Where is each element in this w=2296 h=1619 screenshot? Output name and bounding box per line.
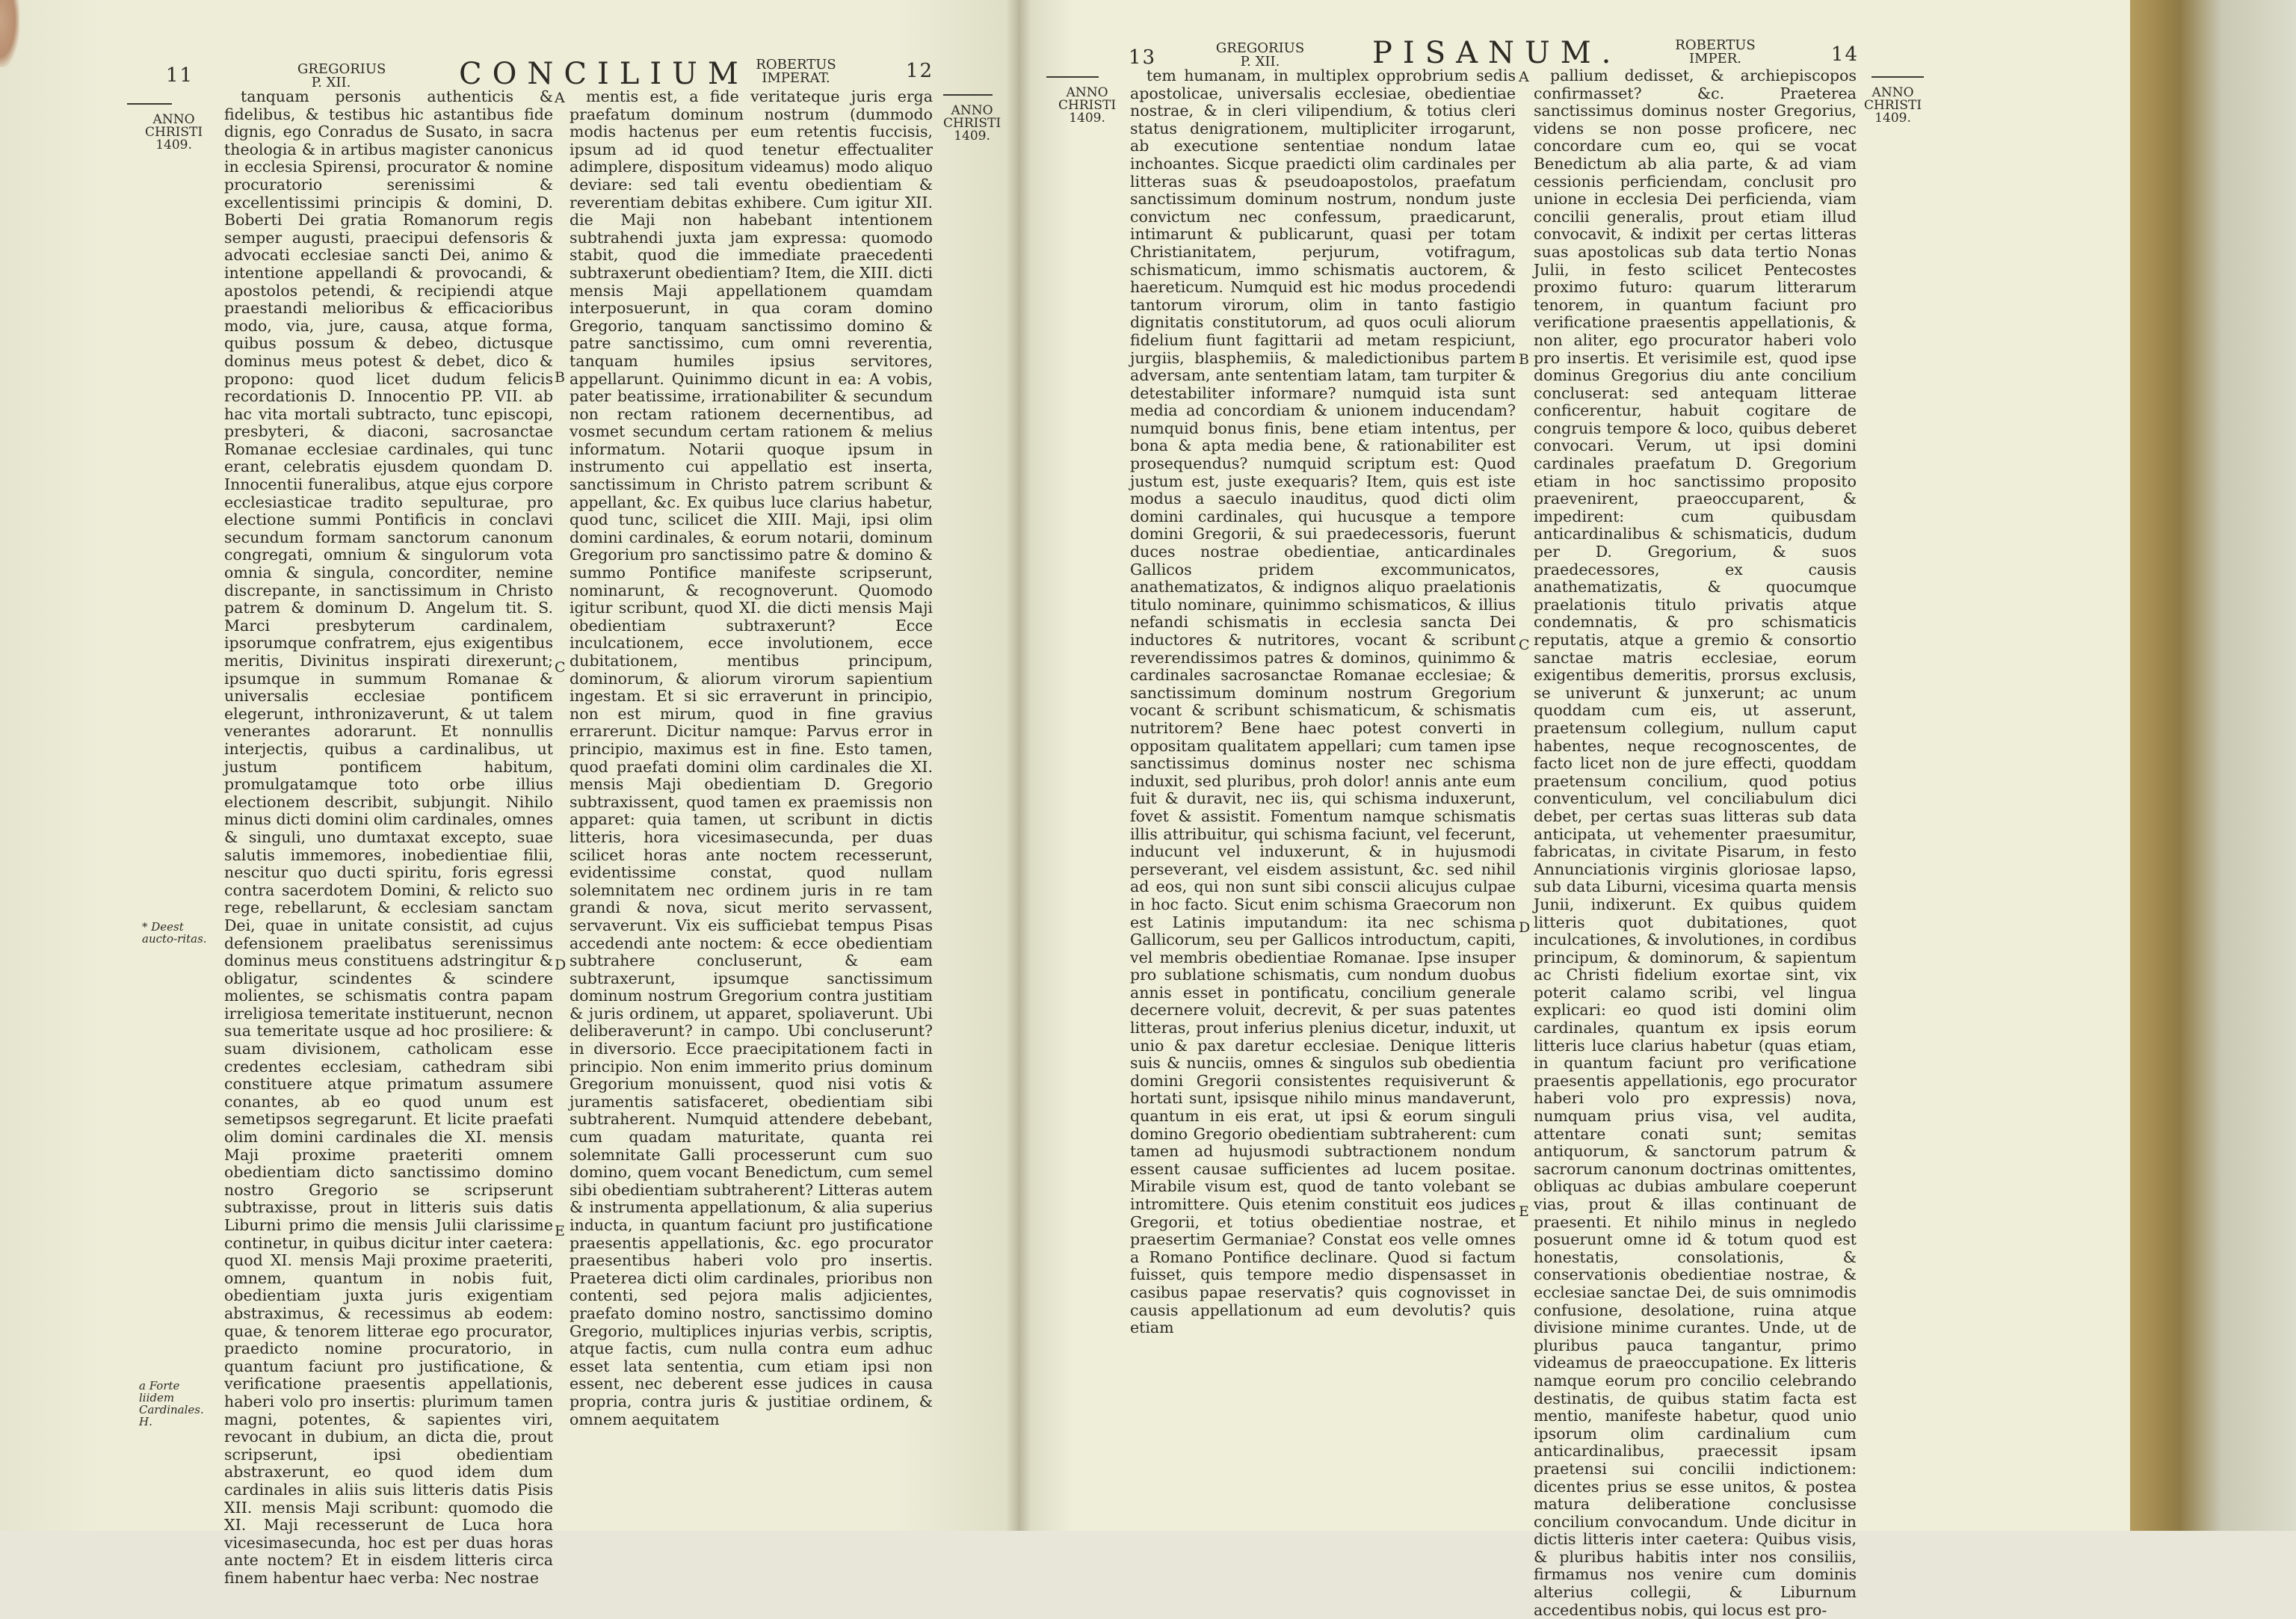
page-number-left: 13 — [1129, 46, 1157, 69]
text-column-4 — [1534, 67, 1857, 1619]
column-1-text: tanquam personis authenticis & fidelibus, & testibus hic astantibus fide dignis, ego Conradus de Susato, in sacra theologia & in artibus magister canonicus in ecclesia Spirensi, procurator & nomine procuratorio serenissimi & excellentissimi principis & domini, D. Boberti Dei gratia Romanorum regis semper augusti, praecipui defensoris & advocati ecclesiae sancti Dei, animo & intentione appellandi & provocandi, & apostolos petendi, & recipiendi atque praestandi melioribus & efficacioribus modo, via, jure, causa, atque forma, quibus possum & debeo, dictusque dominus meus potest & debet, dico & propono: quod licet dudum felicis recordationis D. Innocentio PP. VII. ab hac vita mortali subtracto, tunc episcopi, presbyteri, & diaconi, sacrosanctae Romanae ecclesiae cardinales, qui tunc erant, celebratis ejusdem quondam D. Innocentii funeralibus, atque ejus corpore ecclesiasticae tradito sepulturae, pro electione summi Pontificis in conclavi secundum formam sanctorum canonum congregati, omnium & singulorum vota omnia & singula, concorditer, nemine discrepante, in sanctissimum in Christo patrem & dominum D. Angelum tit. S. Marci presbyterum cardinalem, ipsorumque confratrem, ejus exigentibus meritis, Divinitus inspirati direxerunt; ipsumque in summum Romanae & universalis ecclesiae pontificem elegerunt, inthronizaverunt, & ut talem venerantes adorarunt. Et nonnullis interjectis, quibus a cardinalibus, ut justum pontificem habitum, promulgatamque toto orbe illius electionem describit, subjungit. Nihilo minus dicti domini olim cardinales, omnes & singuli, uno dumtaxat excepto, suae salutis immemores, inobedientiae filii, nescitur quo ducti spiritu, foris egressi contra sacerdotem Domini, & relicto suo rege, rebellarunt, & ecclesiam sanctam Dei, quae in unitate consistit, ad cujus defensionem praelibatus serenissimus dominus meus constituens adstringitur & obligatur, scindentes & scindere molientes, se schismatis contra papam irreligiosa temeritate instituerunt, necnon sua temeritate usque ad hoc prosiliere: & suam divisionem, catholicam esse credentes ecclesiam, cathedram sibi constituere atque primatum assumere conantes, ab eo quod unum est semetipsos segregarunt. Et licite praefati olim domini cardinales die XI. mensis Maji proxime praeteriti omnem obedientiam dicto sanctissimo domino nostro Gregorio se scripserunt subtraxisse, prout in litteris suis datis Liburni primo die mensis Julii clarissime continetur, in quibus dicitur inter caetera: quod XI. mensis Maji proxime praeteriti, omnem, quantum in nobis fuit, obedientiam juxta juris exigentiam abstraximus, & recessimus ab eodem: quae, & tenorem litterae ego procurator, praedicto nomine procuratorio, in quantum faciunt pro justificatione, & verificatione praesentis appellationis, haberi volo pro insertis: plurimum tamen magni, potentes, & sapientes viri, revocant in dubium, an dicta die, prout scripserunt, ipsi obedientiam abstraxerunt, eo quod idem dum cardinales in aliis suis litteris datis Pisis XII. mensis Maji scribunt: quomodo die XI. Maji recesserunt de Luca hora vicesimasecunda, hoc est per duas horas ante noctem? Et in eisdem litteris circa finem habentur haec verba: Nec nostrae — [224, 87, 554, 1587]
header-pope-name: GREGORIUS — [1215, 40, 1305, 56]
page-number-right: 14 — [1831, 43, 1860, 66]
page-number-left: 11 — [166, 64, 194, 87]
section-mark-d: D — [555, 957, 567, 973]
section-mark-c: C — [1519, 637, 1530, 653]
text-column-1 — [224, 87, 554, 1587]
margin-year-right: ANNO CHRISTI 1409. — [1864, 85, 1922, 126]
section-mark-d: D — [1519, 919, 1531, 936]
header-emperor-title: IMPERAT. — [762, 70, 830, 86]
header-emperor-name: ROBERTUS — [1675, 37, 1756, 53]
section-mark-b: B — [555, 369, 565, 386]
running-title: PISANUM. — [1372, 36, 1622, 70]
header-pope — [297, 61, 386, 90]
running-title: CONCILIUM — [459, 57, 749, 91]
text-column-3 — [1130, 67, 1516, 1487]
header-emperor-name: ROBERTUS — [756, 57, 836, 73]
header-rule-right — [943, 94, 993, 96]
book-fore-edge — [2130, 0, 2296, 1531]
header-emperor — [1674, 39, 1756, 66]
thumb — [0, 0, 19, 67]
section-mark-e: E — [555, 1223, 565, 1239]
column-4-text: pallium dedisset, & archiepiscopos confirmasset? &c. Praeterea sanctissimus dominus noster Gregorius, videns se non posse proficere, nec concordare cum eo, qui se vocat Benedictum ab alia parte, & ad viam cessionis perficiendam, conclusit pro unione in ecclesia Dei perficienda, viam concilii generalis, prout etiam illud convocavit, & indixit per certas litteras suas apostolicas sub data tertio Nonas Julii, in festo scilicet Pentecostes proximo futuro: quarum litterarum tenorem, in quantum faciunt pro verificatione praesentis appellationis, & non aliter, ego procurator haberi volo pro insertis. Et verisimile est, quod ipse dominus Gregorius diu ante concilium concluserat: sed antequam litterae conficerentur, habuit cogitare de congruis tempore & loco, quibus deberet convocari. Verum, ut ipsi domini cardinales praefatum D. Gregorium etiam in hoc sanctissimo proposito praevenirent, praeoccuparent, & impedirent: cum quibusdam anticardinalibus & schismaticis, dudum per D. Gregorium, & suos praedecessores, ex causis anathematizatis, & quocumque praelationis titulo privatis atque condemnatis, & pro schismaticis reputatis, atque a gremio & consortio sanctae matris ecclesiae, eorum exigentibus demeritis, prorsus exclusis, se univerunt & junxerunt; ac unum quoddam cum eis, ut asserunt, praetensum collegium, nullum caput habentes, neque recognoscentes, de facto licet non de jure effecti, quoddam praetensum concilium, quod potius conventiculum, vel conciliabulum dici debet, per certas suas litteras sub data anticipata, ut vehementer praesumitur, fabricatas, in civitate Pisarum, in festo Annunciationis virginis gloriosae lapso, sub data Liburni, vicesima quarta mensis Junii, indixerunt. Ex quibus quidem litteris quot dubitationes, quot inculcationes, & involutiones, in cordibus principum, & dominorum, & sapientum ac Christi fidelium exortae sint, vix poterit calamo scribi, vel lingua explicari: eo quod isti domini olim cardinales, quantum ex ipsis eorum litteris luce clarius habetur (quas etiam, in quantum faciunt pro verificatione praesentis appellationis, ego procurator haberi volo pro expressis) nova, numquam prius visa, vel audita, attentare conati sunt; semitas antiquorum, & sanctorum patrum & sacrorum canonum doctrinas omittentes, obliquas ac dubias ambulare coeperunt vias, prout & illas continuant de praesenti. Et nihilo minus in negledo posuerunt omne id & totum quod est honestatis, consolationis, & conservationis obedientiae nostrae, & ecclesiae sanctae Dei, de suis omnimodis confusione, desolatione, ruina atque divisione minime curantes. Unde, ut de pluribus pauca tangantur, primo videamus de praeoccupatione. Ex litteris namque eorum pro concilio celebrando destinatis, de quibus statim facta est mentio, manifeste habetur, quod unio ipsorum olim cardinalium cum anticardinalibus, praecessit ipsam praetensi sui concilii indictionem: dicentes prius se esse unitos, & postea matura deliberatione conclusisse concilium convocandum. Unde dicitur in dictis litteris inter caetera: Quibus visis, & pluribus habitis inter nos consiliis, firmamus nos venire cum dominis alterius collegii, & Liburnum accedentibus nobis, qui locus est pro- — [1534, 67, 1857, 1619]
margin-year-left: ANNO CHRISTI 1409. — [1058, 85, 1117, 126]
text-column-2 — [570, 88, 933, 1508]
header-pope-number: P. XII. — [311, 75, 351, 90]
header-rule-right — [1871, 76, 1924, 78]
header-rule-left — [1046, 76, 1099, 78]
right-page — [1018, 0, 2130, 1619]
column-2-text: mentis est, a fide veritateque juris erga praefatum dominum nostrum (dummodo modis hactenus per eum retentis fuccisis, ipsum ad id quod tenetur effectualiter adimplere, dispositum videamus) modo aliquo deviare: sed tali eventu obedientiam & reverentiam debitas exhibere. Cum igitur XII. die Maji non habebant intentionem subtrahendi juxta jam expressa: quomodo stabit, quod die immediate praecedenti subtraxerunt obedientiam? Item, die XIII. dicti mensis Maji appellationem quamdam interposuerunt, in qua coram domino Gregorio, tanquam sanctissimo domino & patre sanctissimo, cum omni reverentia, tanquam humiles ipsius servitores, appellarunt. Quinimmo dicunt in ea: A vobis, pater beatissime, irrationabiliter & secundum non rectam rationem decernentibus, ad vosmet secundum certam rationem & melius informatum. Notarii quoque ipsum in instrumento cui appellatio est inserta, sanctissimum in Christo patrem scribunt & appellant, &c. Ex quibus luce clarius habetur, quod tunc, scilicet die XIII. Maji, ipsi olim domini cardinales, & eorum notarii, dominum Gregorium pro sanctissimo patre & domino & summo Pontifice manifeste scripserunt, nominarunt, & recognoverunt. Quomodo igitur scribunt, quod XI. die dicti mensis Maji obedientiam subtraxerunt? Ecce inculcationem, ecce involutionem, ecce dubitationem, mentibus principum, dominorum, & aliorum virorum sapientium ingestam. Et si sic erraverunt in principio, non est mirum, quod in fine gravius errarerunt. Dicitur namque: Parvus error in principio, maximus est in fine. Esto tamen, quod praefati domini olim cardinales die XI. mensis Maji obedientiam D. Gregorio subtraxissent, quod tamen ex praemissis non apparet: quia tamen, ut scribunt in dictis litteris, hora vicesimasecunda, per duas scilicet horas ante noctem recesserunt, evidentissime constat, quod nullam solemnitatem nec ordinem juris in re tam grandi & nova, sicut merito servassent, servaverunt. Vix eis sufficiebat tempus Pisas accedendi ante noctem: & ecce obedientiam subtrahere concluserunt, & eam subtraxerunt, ipsumque sanctissimum dominum nostrum Gregorium contra justitiam & juris ordinem, ut apparet, spoliaverunt. Ubi deliberaverunt? in campo. Ubi concluserunt? in diversorio. Ecce praecipitationem facti in principio. Non enim immerito prius dominum Gregorium monuissent, quod nisi votis & juramentis satisfaceret, obedientiam sibi subtraherent. Numquid attendere debebant, cum quadam maturitate, quanta rei solemnitate Galli processerunt cum suo domino, quem vocant Benedictum, cum semel sibi obedientiam subtraherent? Litteras autem & instrumenta appellationum, & alia superius inducta, in quantum faciunt pro justificatione praesentis appellationis, &c. ego procurator praesentibus haberi volo pro insertis. Praeterea dicti olim cardinales, prioribus non contenti, sed pejora malis adjicientes, praefato domino nostro, sanctissimo domino Gregorio, multiplices injurias verbis, scriptis, atque factis, cum nulla contra eum adhuc esset lata sententia, cum etiam ipsi non essent, nec deberent esse judices in causa propria, contra juris & justitiae ordinem, & omnem aequitatem — [570, 87, 933, 1428]
header-pope-name: GREGORIUS — [297, 61, 386, 77]
header-pope-number: P. XII. — [1240, 54, 1280, 70]
margin-year-left: ANNO CHRISTI 1409. — [145, 112, 203, 152]
page-number-right: 12 — [906, 60, 934, 82]
section-mark-e: E — [1519, 1203, 1529, 1220]
section-mark-a: A — [555, 90, 565, 106]
left-page — [0, 0, 1018, 1587]
section-mark-b: B — [1519, 351, 1529, 368]
section-mark-c: C — [555, 659, 566, 676]
book-gutter — [1006, 0, 1031, 1531]
header-emperor-title: IMPER. — [1688, 51, 1742, 67]
section-mark-a: A — [1519, 69, 1529, 85]
margin-year-right: ANNO CHRISTI 1409. — [943, 103, 1002, 144]
column-3-text: tem humanam, in multiplex opprobrium sedis apostolicae, universalis ecclesiae, obedientiae nostrae, & in cleri vilipendium, & totius cleri status denigrationem, multipliciter irrogarunt, ab executione sententiae nondum latae inchoantes. Sicque praedicti olim cardinales per litteras suas & pseudoapostolos, praefatum sanctissimum dominum nostrum, nondum juste convictum nec confessum, praedicarunt, intimarunt & publicarunt, quasi per totam Christianitatem, perjurum, votifragum, schismaticum, immo schismatis auctorem, & haereticum. Numquid est hic modus procedendi tantorum virorum, olim in tanto fastigio dignitatis constitutorum, ad quos oculi aliorum fidelium fiunt fagittarii ad metam respiciunt, jurgiis, blasphemiis, & maledictionibus partem adversam, ante sententiam latam, tam turpiter & detestabiliter informare? numquid ista sunt media ad concordiam & unionem inducendam? numquid bonus finis, bene etiam intentus, per bona & apta media bene, & rationabiliter est prosequendus? numquid scriptum est: Quod justum est, juste exequaris? Item, quis est iste modus a saeculo inauditus, quod dicti olim domini cardinales, qui hucusque a tempore domini Gregorii, & sui praedecessoris, fuerunt duces nostrae obedientiae, anticardinales Gallicos pridem excommunicatos, anathematizatos, & indignos aliquo praelationis titulo nominare, quinimmo schismaticos, & illius nefandi schismatis in ecclesia sancta Dei inductores & nutritores, vocant & scribunt reverendissimos patres & dominos, quinimmo & cardinales sacrosanctae Romanae ecclesiae; & sanctissimum dominum nostrum Gregorium vocant & scribunt schismaticum, & schismatis nutritorem? Bene haec potest converti in oppositam qualitatem appellari; cum tamen ipse sanctissimus dominus noster nec schisma induxit, sed pluribus, proh dolor! annis ante eum fuit & duravit, nec iis, qui schisma induxerunt, fovet & assistit. Fomentum namque schismatis illis attribuitur, qui schisma faciunt, vel fecerunt, inducunt vel induxerunt, & in hujusmodi perseverant, vel eisdem assistunt, &c. sed nihil ad eos, qui non sunt sibi conscii alicujus culpae in hoc facto. Sicut enim schisma Graecorum non est Latinis imputandum: ita nec schisma Gallicorum, seu per Gallicos introductum, capiti, vel membris obedientiae Romanae. Ipse insuper pro sublatione schismatis, cum nondum duobus annis esset in pontificatu, concilium generale decernere voluit, decrevit, & per suas patentes litteras, prout inferius plenius dicetur, induxit, ut unio & pax daretur ecclesiae. Denique litteris suis & nunciis, omnes & singulos sub obedientia domini Gregorii consistentes requisiverunt & hortati sunt, ipsisque nihilo minus mandaverunt, quantum in eis erat, ut ipsi & eorum singuli domino Gregorio obedientiam subtraherent: cum tamen ad hujusmodi subtractionem nondum essent causae sufficientes ad lucem positae. Mirabile visum est, quod de tanto volebant se intromittere. Quis etenim constituit eos judices Gregorii, et totius obedientiae nostrae, et praesertim Germaniae? Constat eos velle omnes a Romano Pontifice declinare. Quod si factum fuisset, quis tempore medio dispensasset in casibus papae reservatis? quis cognovisset in causis appellationum ad eum devolutis? quis etiam — [1130, 67, 1516, 1337]
margin-note-cardinales: a Forte liidem Cardinales. H. — [139, 1379, 204, 1428]
header-emperor — [755, 58, 837, 85]
header-pope — [1215, 42, 1305, 69]
header-rule-left — [127, 103, 172, 105]
margin-note-auctoritas: * Deest aucto-ritas. — [142, 920, 207, 946]
